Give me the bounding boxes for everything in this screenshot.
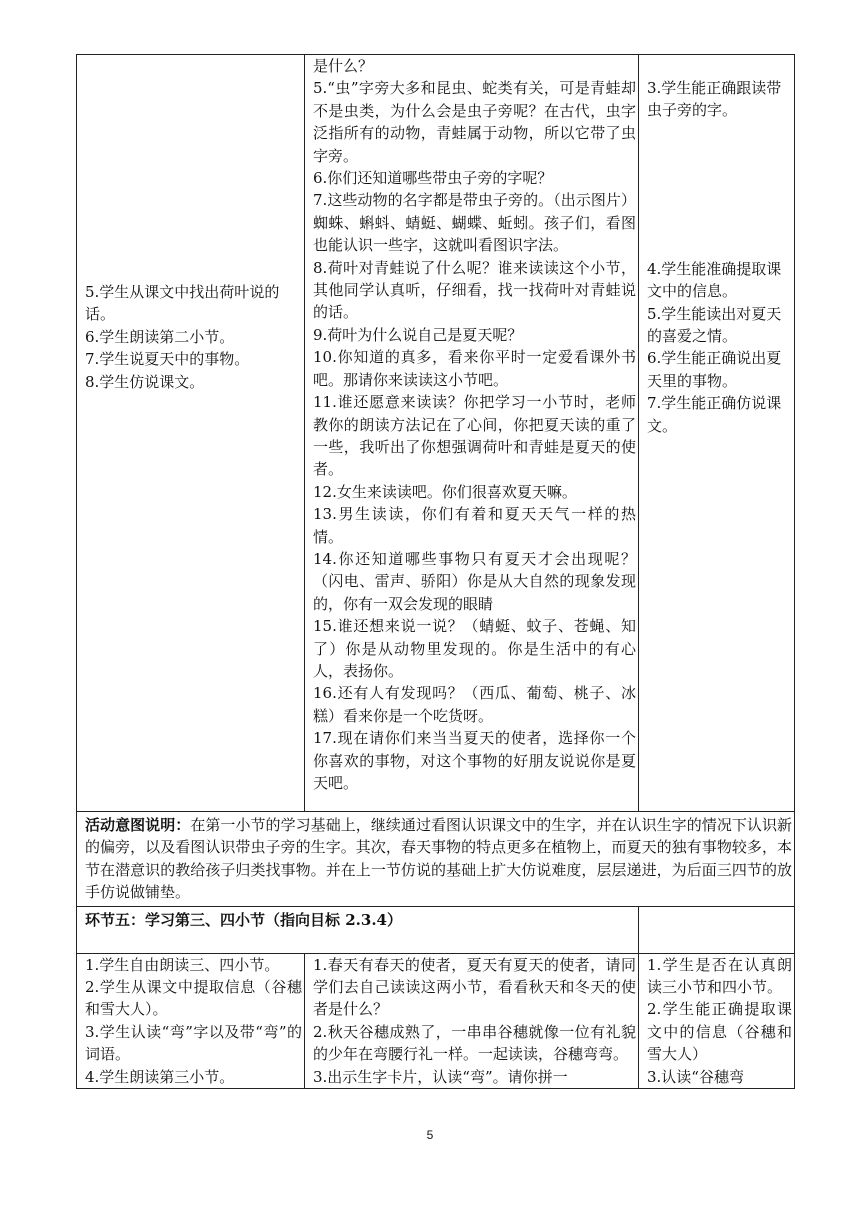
- list-item: 6.学生朗读第二小节。: [85, 327, 235, 346]
- list-item: 2.秋天谷穗成熟了，一串串谷穗就像一位有礼貌的少年在弯腰行礼一样。一起读读，谷穗弯弯。: [313, 1022, 636, 1064]
- list-item: 2.学生从课文中提取信息（谷穗和雪大人）。: [85, 978, 302, 1019]
- intent-label: 活动意图说明：: [85, 816, 191, 834]
- list-item: 15.谁还想来说一说？（蜻蜓、蚊子、苍蝇、知了）你是从动物里发现的。你是生活中的有心人，表扬你。: [313, 617, 636, 680]
- list-item: 3.出示生字卡片，认读“弯”。请你拼一: [313, 1067, 568, 1086]
- list-item: 6.学生能正确说出夏天里的事物。: [647, 349, 782, 390]
- list-item: 4.学生朗读第三小节。: [85, 1067, 235, 1086]
- list-item: 3.学生能正确跟读带虫子旁的字。: [647, 79, 782, 120]
- list-item: 3.认读“谷穗弯: [647, 1067, 744, 1086]
- stage-title: 环节五：学习第三、四小节（指向目标 2.3.4）: [85, 910, 402, 929]
- cell-spacer: [647, 122, 792, 258]
- list-item: 7.这些动物的名字都是带虫子旁的。（出示图片）蜘蛛、蝌蚪、蜻蜓、蝴蝶、蚯蚓。孩子们，看图也能认识一些字，这就叫看图识字法。: [313, 191, 636, 255]
- list-item: 5.学生能读出对夏天的喜爱之情。: [647, 304, 782, 346]
- intent-text: 在第一小节的学习基础上，继续通过看图认识课文中的生字，并在认识生字的情况下认识新的偏旁，以及看图认识带虫子旁的生字。其次，春天事物的特点更多在植物上，而夏天的独有事物较多，本节在潜意识的教给孩子归类找事物。并在上一节仿说的基础上扩大仿说难度，层层递进，为后面三四节的放手仿说做铺垫。: [85, 816, 792, 902]
- list-item: 1.春天有春天的使者，夏天有夏天的使者，请同学们去自己读读这两小节，看看秋天和冬天的使者是什么？: [313, 955, 636, 1019]
- teacher-activity-cell: [305, 953, 639, 1088]
- page-number: 5: [426, 1128, 434, 1142]
- intent-row: [77, 812, 795, 907]
- activity-row: [77, 55, 795, 812]
- evaluation-cell: [639, 55, 795, 812]
- list-item: 9.荷叶为什么说自己是夏天呢？: [313, 325, 523, 344]
- student-activity-list: [85, 281, 302, 393]
- list-item: 2.学生能正确提取课文中的信息（谷穗和雪大人）: [647, 1000, 792, 1064]
- stage-row: [77, 906, 795, 953]
- list-item: 1.学生自由朗读三、四小节。: [85, 955, 280, 974]
- list-item: 1.学生是否在认真朗读三小节和四小节。: [647, 955, 792, 997]
- cell-spacer: [647, 55, 792, 77]
- list-item: 4.学生能准确提取课文中的信息。: [647, 259, 782, 301]
- list-item: 是什么？: [313, 57, 374, 75]
- teacher-activity-cell: [305, 55, 639, 812]
- cell-spacer: [85, 55, 302, 281]
- stage-title-cell: [77, 906, 639, 953]
- list-item: 5.学生从课文中找出荷叶说的话。: [85, 283, 280, 324]
- student-activity-cell: [77, 55, 305, 812]
- list-item: 16.还有人有发现吗？（西瓜、葡萄、桃子、冰糕）看来你是一个吃货呀。: [313, 684, 636, 725]
- list-item: 14.你还知道哪些事物只有夏天才会出现呢？（闪电、雷声、骄阳）你是从大自然的现象发现的，你有一双会发现的眼睛: [313, 549, 636, 613]
- list-item: 3.学生认读“弯”字以及带“弯”的词语。: [85, 1022, 302, 1064]
- activity-row: [77, 953, 795, 1088]
- list-item: 8.荷叶对青蛙说了什么呢？谁来读读这个小节，其他同学认真听，仔细看，找一找荷叶对青蛙说的话。: [313, 258, 636, 322]
- list-item: 10.你知道的真多，看来你平时一定爱看课外书吧。那请你来读读这小节吧。: [313, 348, 636, 389]
- stage-empty-cell: [639, 906, 795, 953]
- intent-cell: [77, 812, 795, 907]
- list-item: 11.谁还愿意来读读？你把学习一小节时，老师教你的朗读方法记在了心间，你把夏天读的重了一些，我听出了你想强调荷叶和青蛙是夏天的使者。: [313, 393, 636, 479]
- list-item: 8.学生仿说课文。: [85, 372, 205, 391]
- list-item: 17.现在请你们来当当夏天的使者，选择你一个你喜欢的事物，对这个事物的好朋友说说你是夏天吧。: [313, 729, 636, 792]
- evaluation-cell: [639, 953, 795, 1088]
- list-item: 5.“虫”字旁大多和昆虫、蛇类有关，可是青蛙却不是虫类，为什么会是虫子旁呢？在古代，虫字泛指所有的动物，青蛙属于动物，所以它带了虫字旁。: [313, 79, 636, 165]
- list-item: 12.女生来读读吧。你们很喜欢夏天嘛。: [313, 482, 577, 501]
- lesson-plan-table: [76, 54, 795, 1089]
- list-item: 6.你们还知道哪些带虫子旁的字呢？: [313, 169, 553, 188]
- student-activity-cell: [77, 953, 305, 1088]
- list-item: 7.学生能正确仿说课文。: [647, 394, 782, 435]
- list-item: 7.学生说夏天中的事物。: [85, 350, 250, 369]
- list-item: 13.男生读读，你们有着和夏天天气一样的热情。: [313, 505, 636, 546]
